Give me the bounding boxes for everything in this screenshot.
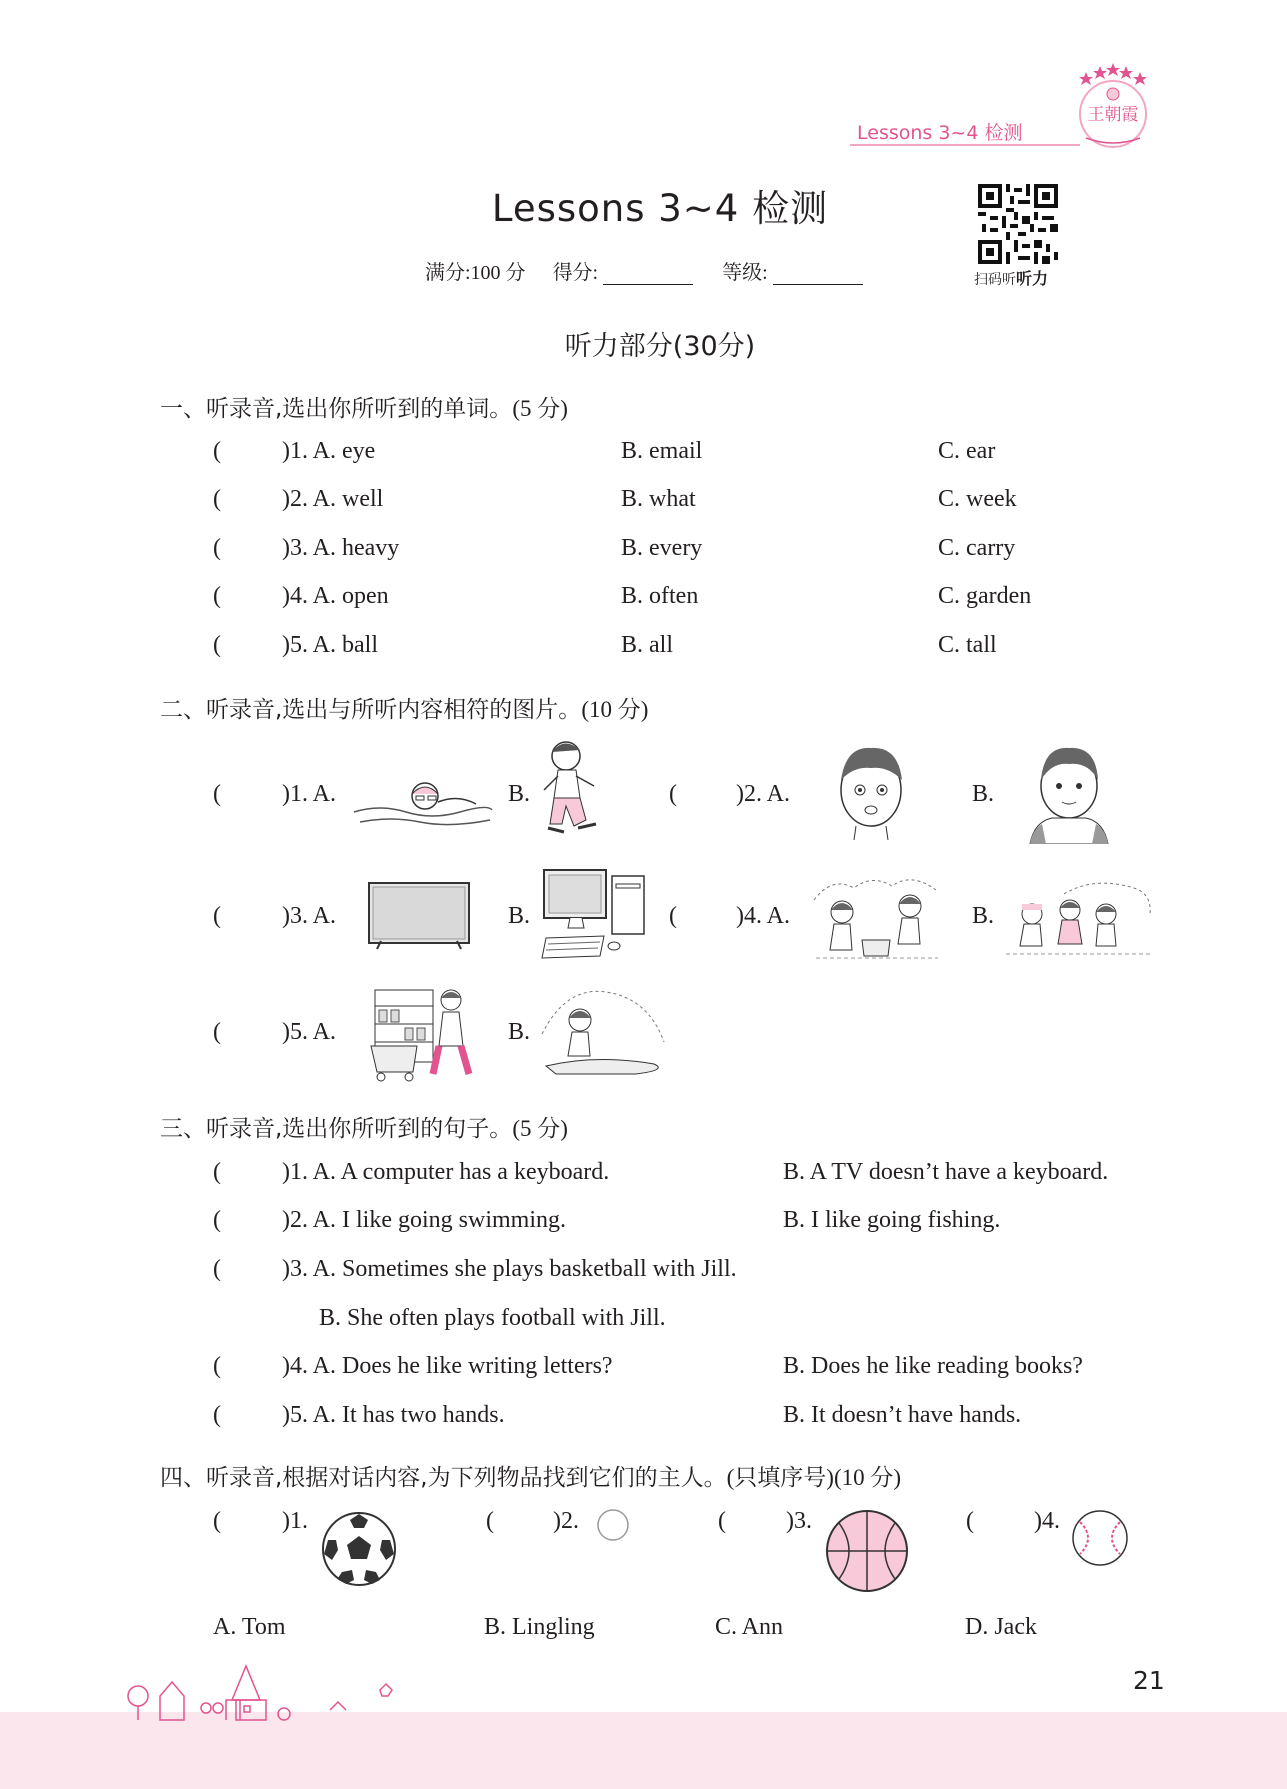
- header-lesson-tag: Lessons 3~4 检测: [857, 122, 1023, 144]
- s2-q2-a: )2. A.: [736, 781, 790, 807]
- s1-q5-a: )5. A. ball: [282, 632, 378, 658]
- s1-q4-a: )4. A. open: [282, 583, 389, 609]
- qr-code[interactable]: [978, 184, 1058, 264]
- answer-paren[interactable]: (: [213, 1207, 221, 1233]
- answer-paren[interactable]: (: [718, 1508, 726, 1534]
- score-label: 得分:: [552, 262, 599, 284]
- footer-decoration: [0, 1660, 1287, 1789]
- grade-label: 等级:: [722, 262, 768, 284]
- owner-a: A. Tom: [213, 1614, 286, 1640]
- s2-q3-a: )3. A.: [282, 903, 336, 929]
- s4-q3: )3.: [786, 1508, 812, 1534]
- qr-caption-bold: 听力: [1016, 269, 1049, 288]
- s2-q1-a: )1. A.: [282, 781, 336, 807]
- answer-paren[interactable]: (: [669, 781, 677, 807]
- basketball-picture[interactable]: [824, 1508, 910, 1594]
- section3-title: [160, 1110, 568, 1143]
- face-boy-a-picture[interactable]: [828, 740, 914, 844]
- section1-points: (5 分): [512, 396, 568, 421]
- kids-playing-a-picture[interactable]: [812, 870, 942, 964]
- svg-text:王朝霞: 王朝霞: [1087, 105, 1139, 125]
- s1-q2-c: C. week: [938, 486, 1017, 512]
- s1-q4-c: C. garden: [938, 583, 1032, 609]
- s1-q3-c: C. carry: [938, 535, 1016, 561]
- answer-paren[interactable]: (: [669, 903, 677, 929]
- full-score-label: 满分:100 分: [425, 262, 526, 284]
- answer-paren[interactable]: (: [213, 1508, 221, 1534]
- s1-q2-b: B. what: [621, 486, 696, 512]
- s4-q4: )4.: [1034, 1508, 1060, 1534]
- header-divider: [850, 144, 1080, 146]
- section4-title-text: 四、听录音,根据对话内容,为下列物品找到它们的主人。: [160, 1465, 727, 1491]
- answer-paren[interactable]: (: [213, 632, 221, 658]
- s2-q3-b: B.: [508, 903, 531, 929]
- s3-q4-a: )4. A. Does he like writing letters?: [282, 1353, 613, 1379]
- s3-q5-a: )5. A. It has two hands.: [282, 1402, 505, 1428]
- listening-part-title: 听力部分(30分): [564, 331, 756, 362]
- s1-q3-a: )3. A. heavy: [282, 535, 400, 561]
- owner-d: D. Jack: [965, 1614, 1037, 1640]
- ping-pong-ball-picture[interactable]: [596, 1508, 630, 1542]
- s1-q5-b: B. all: [621, 632, 673, 658]
- score-blank[interactable]: [603, 266, 693, 285]
- tv-picture[interactable]: [367, 881, 471, 951]
- running-boy-picture[interactable]: [536, 736, 612, 850]
- s1-q1-a: )1. A. eye: [282, 438, 376, 464]
- s2-q5-a: )5. A.: [282, 1019, 336, 1045]
- answer-paren[interactable]: (: [213, 1256, 221, 1282]
- section4-title: [160, 1459, 901, 1492]
- grade-blank[interactable]: [773, 266, 863, 285]
- owner-c: C. Ann: [715, 1614, 784, 1640]
- section2-title-text: 二、听录音,选出与所听内容相符的图片。: [160, 697, 582, 723]
- answer-paren[interactable]: (: [213, 535, 221, 561]
- s1-q2-a: )2. A. well: [282, 486, 384, 512]
- s2-q4-a: )4. A.: [736, 903, 790, 929]
- answer-paren[interactable]: (: [213, 438, 221, 464]
- answer-paren[interactable]: (: [213, 1353, 221, 1379]
- s3-q1-b: B. A TV doesn’t have a keyboard.: [783, 1159, 1109, 1185]
- answer-paren[interactable]: (: [213, 1402, 221, 1428]
- s3-q2-b: B. I like going fishing.: [783, 1207, 1001, 1233]
- section3-title-text: 三、听录音,选出你所听到的句子。: [160, 1116, 513, 1142]
- s3-q1-a: )1. A. A computer has a keyboard.: [282, 1159, 610, 1185]
- s2-q2-b: B.: [972, 781, 995, 807]
- s3-q5-b: B. It doesn’t have hands.: [783, 1402, 1022, 1428]
- s3-q4-b: B. Does he like reading books?: [783, 1353, 1083, 1379]
- section3-points: (5 分): [512, 1116, 568, 1141]
- s1-q5-c: C. tall: [938, 632, 997, 658]
- kids-playing-b-picture[interactable]: [1004, 874, 1154, 960]
- section1-title-text: 一、听录音,选出你所听到的单词。: [160, 396, 513, 422]
- answer-paren[interactable]: (: [966, 1508, 974, 1534]
- face-boy-b-picture[interactable]: [1022, 740, 1116, 844]
- answer-paren[interactable]: (: [486, 1508, 494, 1534]
- section2-title: [160, 691, 648, 724]
- publisher-logo: [1072, 62, 1154, 150]
- section1-title: [160, 390, 568, 423]
- s2-q1-b: B.: [508, 781, 531, 807]
- answer-paren[interactable]: (: [213, 1019, 221, 1045]
- s1-q3-b: B. every: [621, 535, 703, 561]
- s3-q3-b: B. She often plays football with Jill.: [319, 1305, 666, 1331]
- owner-b: B. Lingling: [484, 1614, 595, 1640]
- answer-paren[interactable]: (: [213, 903, 221, 929]
- s2-q5-b: B.: [508, 1019, 531, 1045]
- baseball-picture[interactable]: [1070, 1508, 1130, 1568]
- section2-points: (10 分): [581, 697, 649, 722]
- football-picture[interactable]: [320, 1510, 398, 1588]
- page-title: Lessons 3~4 检测: [491, 187, 829, 230]
- answer-paren[interactable]: (: [213, 1159, 221, 1185]
- qr-caption-prefix: 扫码听: [974, 272, 1016, 288]
- computer-picture[interactable]: [540, 866, 650, 962]
- score-line: [425, 256, 887, 285]
- answer-paren[interactable]: (: [213, 583, 221, 609]
- s1-q1-b: B. email: [621, 438, 703, 464]
- page-number: 21: [1133, 1666, 1165, 1695]
- s4-q1: )1.: [282, 1508, 308, 1534]
- swimming-picture[interactable]: [350, 776, 496, 834]
- shopping-picture[interactable]: [367, 982, 477, 1082]
- s3-q2-a: )2. A. I like going swimming.: [282, 1207, 566, 1233]
- s1-q4-b: B. often: [621, 583, 699, 609]
- s3-q3-a: )3. A. Sometimes she plays basketball with Jill.: [282, 1256, 737, 1282]
- s2-q4-b: B.: [972, 903, 995, 929]
- section4-points: (只填序号)(10 分): [726, 1465, 902, 1490]
- qr-caption: [974, 266, 1048, 289]
- skating-picture[interactable]: [536, 984, 672, 1076]
- answer-paren[interactable]: (: [213, 486, 221, 512]
- s4-q2: )2.: [553, 1508, 579, 1534]
- answer-paren[interactable]: (: [213, 781, 221, 807]
- s1-q1-c: C. ear: [938, 438, 996, 464]
